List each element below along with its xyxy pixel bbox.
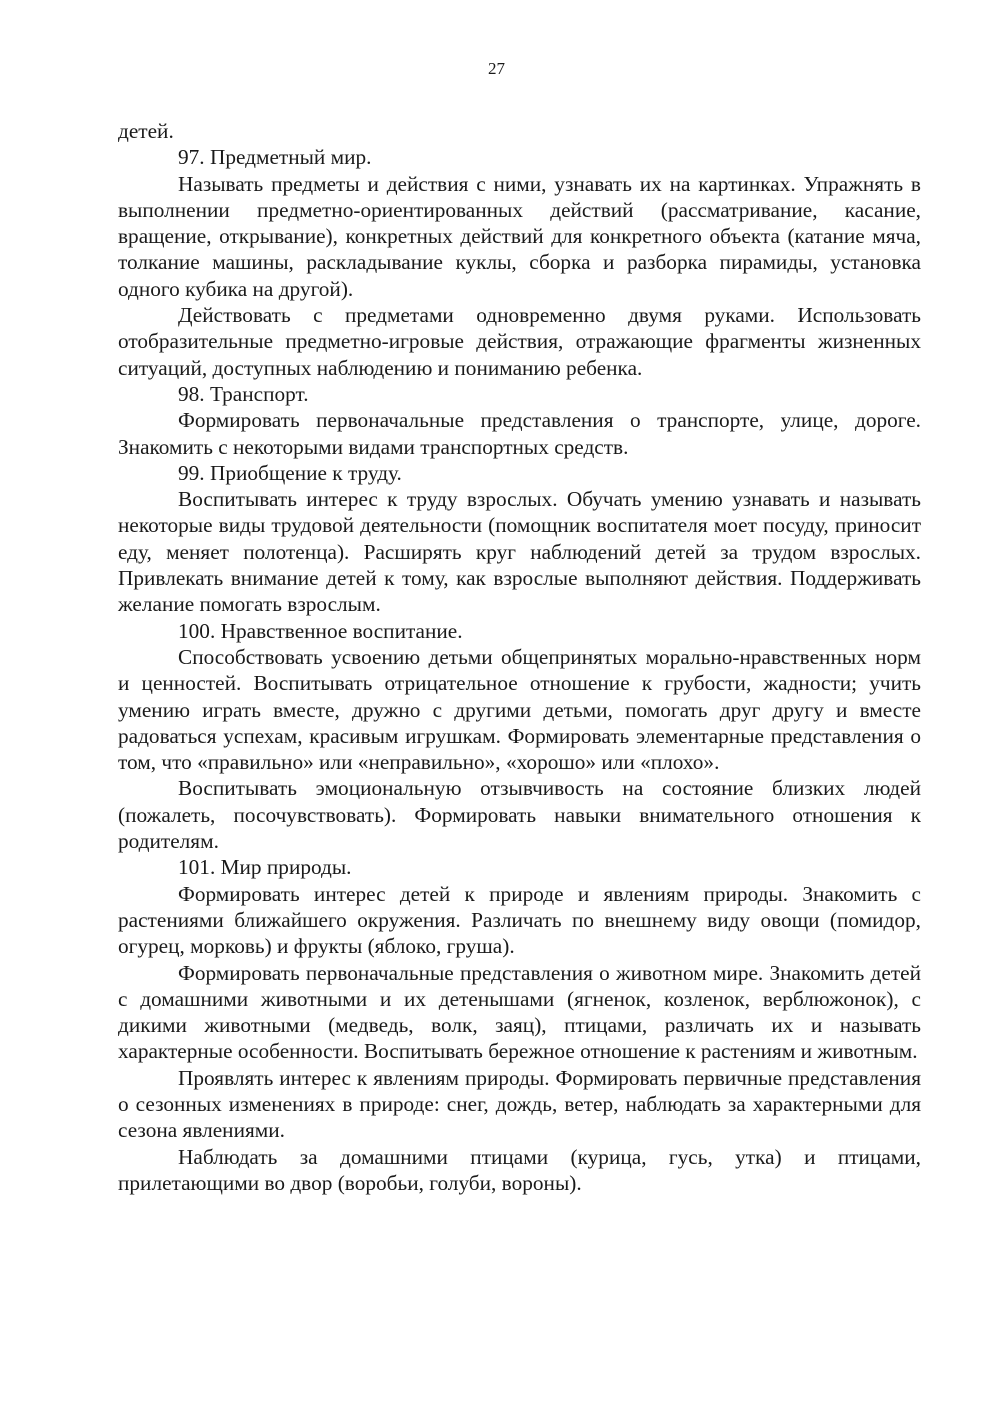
paragraph: Способствовать усвоению детьми общепринятых морально-нравственных норм и ценностей. Воспитывать отрицательное отношение к грубости, жадности; учить умению играть вместе, дружно с другими детьми, помогать друг другу и вместе радоваться успехам, красивым игрушкам. Формировать элементарные представления о том, что «правильно» или «неправильно», «хорошо» или «плохо». xyxy=(118,644,921,775)
document-body xyxy=(118,118,921,1196)
paragraph: Формировать первоначальные представления о животном мире. Знакомить детей с домашними животными и их детенышами (ягненок, козленок, верблюжонок), с дикими животными (медведь, волк, заяц), птицами, различать их и называть характерные особенности. Воспитывать бережное отношение к растениям и животным. xyxy=(118,960,921,1064)
paragraph: Называть предметы и действия с ними, узнавать их на картинках. Упражнять в выполнении предметно-ориентированных действий (рассматривание, касание, вращение, открывание), конкретных действий для конкретного объекта (катание мяча, толкание машины, раскладывание куклы, сборка и разборка пирамиды, установка одного кубика на другой). xyxy=(118,171,921,301)
paragraph: Действовать с предметами одновременно двумя руками. Использовать отобразительные предметно-игровые действия, отражающие фрагменты жизненных ситуаций, доступных наблюдению и пониманию ребенка. xyxy=(118,303,921,380)
paragraph: Формировать первоначальные представления о транспорте, улице, дороге. Знакомить с некоторыми видами транспортных средств. xyxy=(118,408,921,459)
paragraph-continuation: детей. xyxy=(118,119,174,143)
section-heading-101: 101. Мир природы. xyxy=(178,855,352,880)
paragraph: Наблюдать за домашними птицами (курица, гусь, утка) и птицами, прилетающими во двор (воробьи, голуби, вороны). xyxy=(118,1144,921,1195)
section-heading-97: 97. Предметный мир. xyxy=(178,145,372,170)
paragraph: Формировать интерес детей к природе и явлениям природы. Знакомить с растениями ближайшего окружения. Различать по внешнему виду овощи (помидор, огурец, морковь) и фрукты (яблоко, груша). xyxy=(118,881,921,959)
paragraph: Проявлять интерес к явлениям природы. Формировать первичные представления о сезонных изменениях в природе: снег, дождь, ветер, наблюдать за характерными для сезона явлениями. xyxy=(118,1065,921,1143)
section-heading-100: 100. Нравственное воспитание. xyxy=(178,618,463,643)
paragraph: Воспитывать эмоциональную отзывчивость на состояние близких людей (пожалеть, посочувствовать). Формировать навыки внимательного отношения к родителям. xyxy=(118,776,921,854)
section-heading-98: 98. Транспорт. xyxy=(178,381,309,406)
section-heading-99: 99. Приобщение к труду. xyxy=(178,460,402,485)
page-number: 27 xyxy=(488,59,505,78)
paragraph: Воспитывать интерес к труду взрослых. Обучать умению узнавать и называть некоторые виды трудовой деятельности (помощник воспитателя моет посуду, приносит еду, меняет полотенца). Расширять круг наблюдений детей за трудом взрослых. Привлекать внимание детей к тому, как взрослые выполняют действия. Поддерживать желание помогать взрослым. xyxy=(118,487,921,617)
